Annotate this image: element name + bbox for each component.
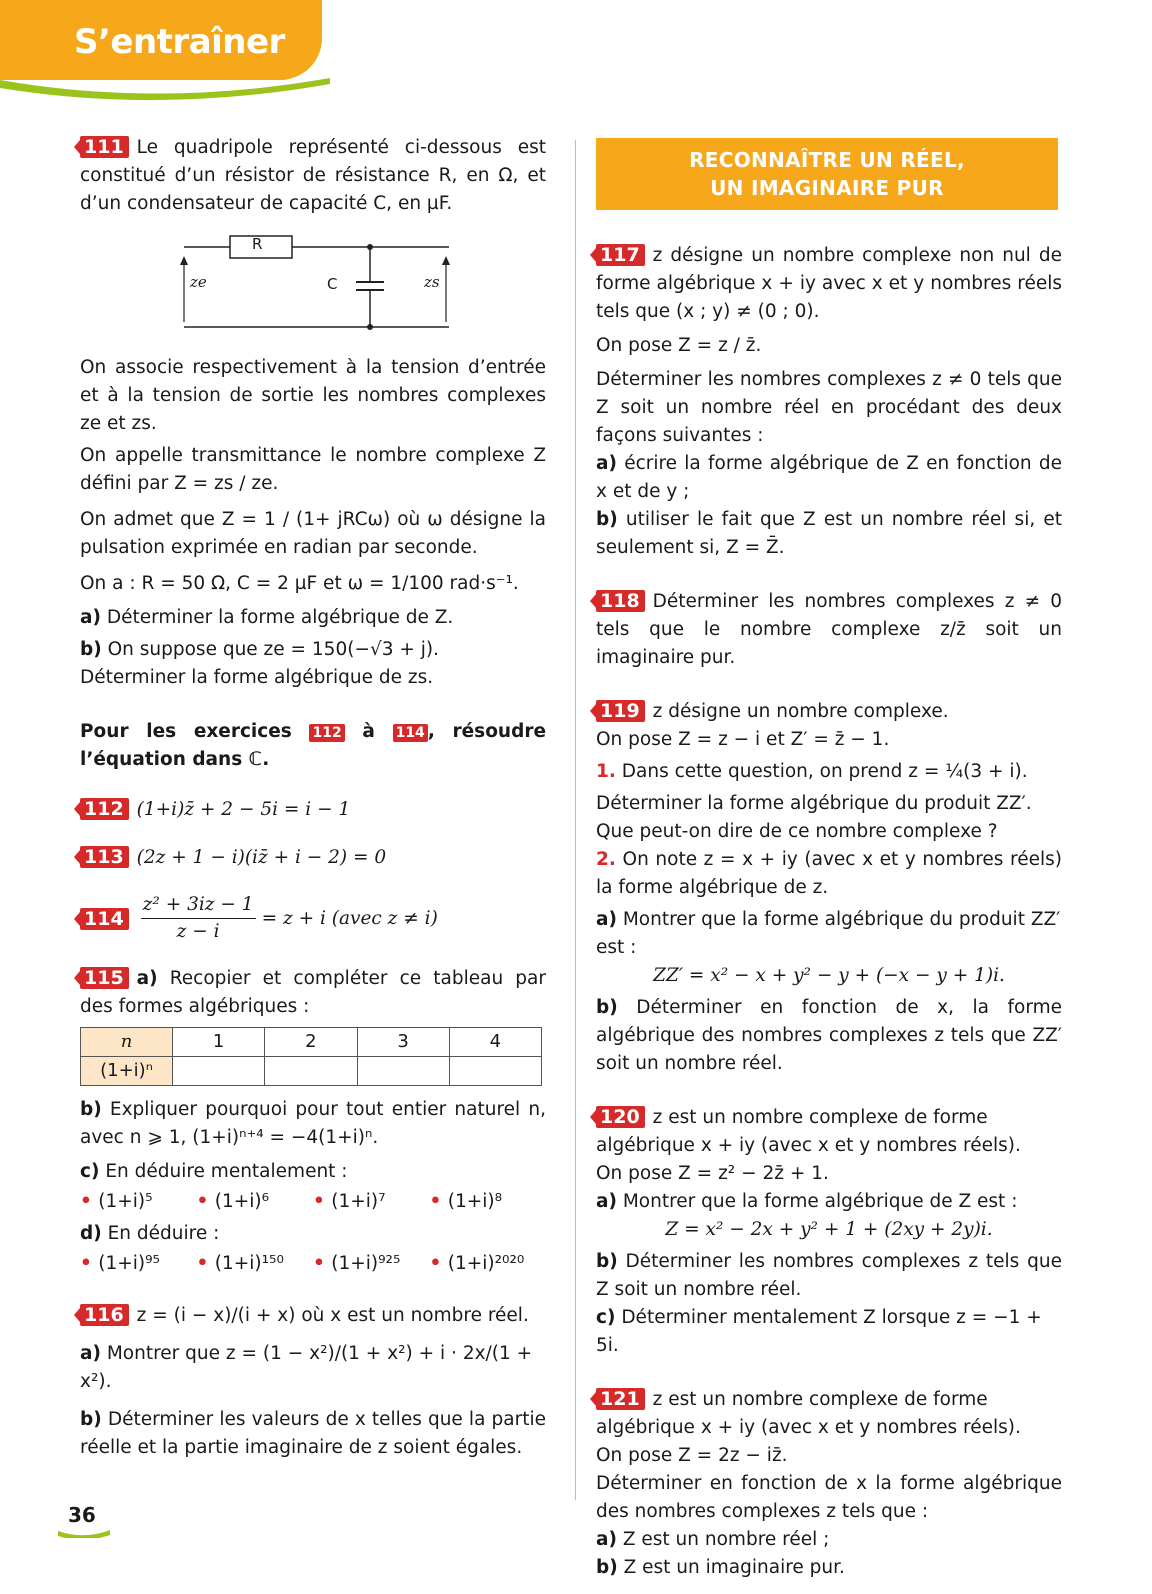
question-text: Dans cette question, on prend z = ¼(3 + i). <box>621 761 1028 782</box>
list-item: • (1+i)⁵ <box>80 1191 153 1212</box>
question-label: d) <box>80 1223 102 1244</box>
paragraph: On pose Z = z / z̄. <box>596 335 762 356</box>
exercise-number: 118 <box>596 590 645 612</box>
formula: ZZ′ = x² − x + y² − y + (−x − y + 1)i. <box>653 965 1005 986</box>
question-text: Montrer que la forme algébrique du produit ZZ′ est : <box>596 909 1061 958</box>
paragraph: On a : R = 50 Ω, C = 2 µF et ω = 1/100 rad·s⁻¹. <box>80 573 519 594</box>
paragraph: z désigne un nombre complexe non nul de forme algébrique x + iy avec x et y nombres réels tels que (x ; y) ≠ (0 ; 0). <box>596 245 1062 322</box>
powers-table <box>80 1027 542 1086</box>
page-title: S’entraîner <box>74 22 285 62</box>
paragraph: On appelle transmittance le nombre complexe Z défini par Z = zs / ze. <box>80 445 546 494</box>
instruction-text: , résoudre l’équation dans ℂ. <box>80 721 546 770</box>
table-header: (1+i)ⁿ <box>81 1057 173 1086</box>
exercise-116 <box>80 1302 546 1462</box>
list-item: • (1+i)¹⁵⁰ <box>196 1253 284 1274</box>
green-swoosh-decoration <box>0 74 330 108</box>
question-text: Déterminer les nombres complexes z tels que Z soit un nombre réel. <box>596 1251 1062 1300</box>
exercise-ref: 114 <box>393 724 428 742</box>
question-label: b) <box>596 997 618 1018</box>
section-heading-line: RECONNAÎTRE UN RÉEL, <box>689 148 965 172</box>
paragraph: On pose Z = z² − 2z̄ + 1. <box>596 1163 829 1184</box>
paragraph: On pose Z = z − i et Z′ = z̄ − 1. <box>596 729 890 750</box>
question-text: Que peut-on dire de ce nombre complexe ? <box>596 821 998 842</box>
table-cell: 3 <box>357 1028 449 1057</box>
exercise-text: Le quadripole représenté ci-dessous est constitué d’un résistor de résistance R, en Ω, et d’un condensateur de capacité C, en µF. <box>80 137 546 214</box>
exercise-number: 121 <box>596 1388 645 1410</box>
question-text: Déterminer la forme algébrique de Z. <box>106 607 454 628</box>
question-label: a) <box>596 1191 617 1212</box>
fraction <box>141 892 256 945</box>
exercise-111 <box>80 134 546 692</box>
question-label: a) <box>596 909 617 930</box>
exercise-113 <box>80 844 546 872</box>
question-label: b) <box>80 639 102 660</box>
page-number-decoration <box>58 1528 110 1538</box>
question-label: a) <box>80 607 101 628</box>
question-label: 1. <box>596 761 616 782</box>
formula: Z = x² − 2x + y² + 1 + (2xy + 2y)i. <box>665 1219 993 1240</box>
numerator: z² + 3iz − 1 <box>141 892 256 919</box>
exercise-121 <box>596 1386 1062 1582</box>
table-cell <box>173 1057 265 1086</box>
question-text: Expliquer pourquoi pour tout entier naturel n, avec n ⩾ 1, (1+i)ⁿ⁺⁴ = −4(1+i)ⁿ. <box>80 1099 546 1148</box>
paragraph: Déterminer les nombres complexes z ≠ 0 tels que Z soit un nombre réel en procédant des deux façons suivantes : <box>596 369 1062 446</box>
exercise-number: 112 <box>80 798 129 820</box>
list-item: • (1+i)⁹⁵ <box>80 1253 160 1274</box>
section-heading <box>596 138 1058 210</box>
question-label: b) <box>596 1557 618 1578</box>
exercise-117 <box>596 242 1062 562</box>
table-cell: 4 <box>449 1028 541 1057</box>
equation: = z + i (avec z ≠ i) <box>261 907 438 929</box>
exercise-number: 119 <box>596 700 645 722</box>
exercise-115 <box>80 965 546 1278</box>
instruction-text: Pour les exercices <box>80 721 292 742</box>
question-text: On note z = x + iy (avec x et y nombres réels) la forme algébrique de z. <box>596 849 1062 898</box>
question-text: Déterminer la forme algébrique du produit ZZ′. <box>596 793 1032 814</box>
table-cell <box>357 1057 449 1086</box>
question-text: On suppose que ze = 150(−√3 + j). <box>107 639 440 660</box>
question-text: Déterminer mentalement Z lorsque z = −1 + 5i. <box>596 1307 1042 1356</box>
list-item: • (1+i)⁸ <box>429 1191 503 1212</box>
question-text: Déterminer en fonction de x, la forme algébrique des nombres complexes z tels que ZZ′ soit un nombre réel. <box>596 997 1062 1074</box>
exercise-119 <box>596 698 1062 1078</box>
exercise-112 <box>80 796 546 824</box>
exercise-number: 116 <box>80 1304 129 1326</box>
exercise-number: 115 <box>80 967 129 989</box>
question-label: c) <box>80 1161 100 1182</box>
output-voltage-label: zs <box>424 273 440 291</box>
denominator: z − i <box>176 921 220 942</box>
exercise-120 <box>596 1104 1062 1360</box>
question-text: utiliser le fait que Z est un nombre réel si, et seulement si, Z = Z̄. <box>596 509 1062 558</box>
bullet-list <box>80 1250 546 1278</box>
definition: z = (i − x)/(i + x) où x est un nombre réel. <box>136 1305 529 1326</box>
question-label: b) <box>80 1409 102 1430</box>
question-label: a) <box>80 1343 101 1364</box>
list-item: • (1+i)⁷ <box>313 1191 386 1212</box>
question-text: Recopier et compléter ce tableau par des formes algébriques : <box>80 968 546 1017</box>
equation: (2z + 1 − i)(iz̄ + i − 2) = 0 <box>136 847 387 868</box>
question-text: Montrer que la forme algébrique de Z est : <box>622 1191 1018 1212</box>
question-label: a) <box>136 968 158 989</box>
question-text: écrire la forme algébrique de Z en fonction de x et de y ; <box>596 453 1062 502</box>
table-header: n <box>81 1028 173 1057</box>
paragraph: Déterminer en fonction de x la forme algébrique des nombres complexes z tels que : <box>596 1473 1062 1522</box>
exercise-number: 113 <box>80 846 129 868</box>
resistor-label: R <box>252 235 263 253</box>
list-item: • (1+i)²⁰²⁰ <box>429 1253 525 1274</box>
paragraph: z désigne un nombre complexe. <box>652 701 949 722</box>
paragraph: Déterminer les nombres complexes z ≠ 0 tels que le nombre complexe z/z̄ soit un imaginaire pur. <box>596 591 1062 668</box>
bullet-list <box>80 1188 546 1216</box>
list-item: • (1+i)⁶ <box>196 1191 270 1212</box>
table-cell <box>449 1057 541 1086</box>
list-item: • (1+i)⁹²⁵ <box>313 1253 401 1274</box>
question-label: a) <box>596 1529 617 1550</box>
paragraph: On pose Z = 2z − iz̄. <box>596 1445 788 1466</box>
question-text: Montrer que z = (1 − x²)/(1 + x²) + i · 2x/(1 + x²). <box>80 1343 533 1392</box>
exercise-number: 111 <box>80 136 129 158</box>
input-voltage-label: ze <box>190 273 207 291</box>
question-text: Z est un imaginaire pur. <box>623 1557 845 1578</box>
exercise-118 <box>596 588 1062 672</box>
question-text: Déterminer les valeurs de x telles que la partie réelle et la partie imaginaire de z soient égales. <box>80 1409 546 1458</box>
question-text: Z est un nombre réel ; <box>622 1529 830 1550</box>
paragraph: z est un nombre complexe de forme algébrique x + iy (avec x et y nombres réels). <box>596 1107 1021 1156</box>
question-label: b) <box>596 509 618 530</box>
question-label: b) <box>596 1251 618 1272</box>
table-cell: 1 <box>173 1028 265 1057</box>
question-text: En déduire : <box>107 1223 220 1244</box>
question-text: Déterminer la forme algébrique de zs. <box>80 667 434 688</box>
table-cell <box>265 1057 357 1086</box>
instruction-text: à <box>362 721 375 742</box>
page-number: 36 <box>68 1503 96 1527</box>
question-text: En déduire mentalement : <box>105 1161 348 1182</box>
instruction <box>80 718 546 774</box>
question-label: c) <box>596 1307 616 1328</box>
question-label: a) <box>596 453 617 474</box>
exercise-114 <box>80 892 546 945</box>
section-heading-line: UN IMAGINAIRE PUR <box>710 176 944 200</box>
exercise-ref: 112 <box>309 724 344 742</box>
exercise-number: 120 <box>596 1106 645 1128</box>
right-column <box>596 134 1062 1594</box>
exercise-number: 114 <box>80 908 129 930</box>
question-label: 2. <box>596 849 616 870</box>
left-column <box>80 134 546 1482</box>
exercise-number: 117 <box>596 244 645 266</box>
question-label: b) <box>80 1099 102 1120</box>
circuit-diagram <box>80 232 546 342</box>
equation: (1+i)z̄ + 2 − 5i = i − 1 <box>136 799 351 820</box>
paragraph: On associe respectivement à la tension d’entrée et à la tension de sortie les nombres complexes ze et zs. <box>80 357 546 434</box>
capacitor-label: C <box>327 275 338 293</box>
column-divider <box>575 140 576 1500</box>
paragraph: z est un nombre complexe de forme algébrique x + iy (avec x et y nombres réels). <box>596 1389 1021 1438</box>
paragraph: On admet que Z = 1 / (1+ jRCω) où ω désigne la pulsation exprimée en radian par seconde. <box>80 509 546 558</box>
table-cell: 2 <box>265 1028 357 1057</box>
